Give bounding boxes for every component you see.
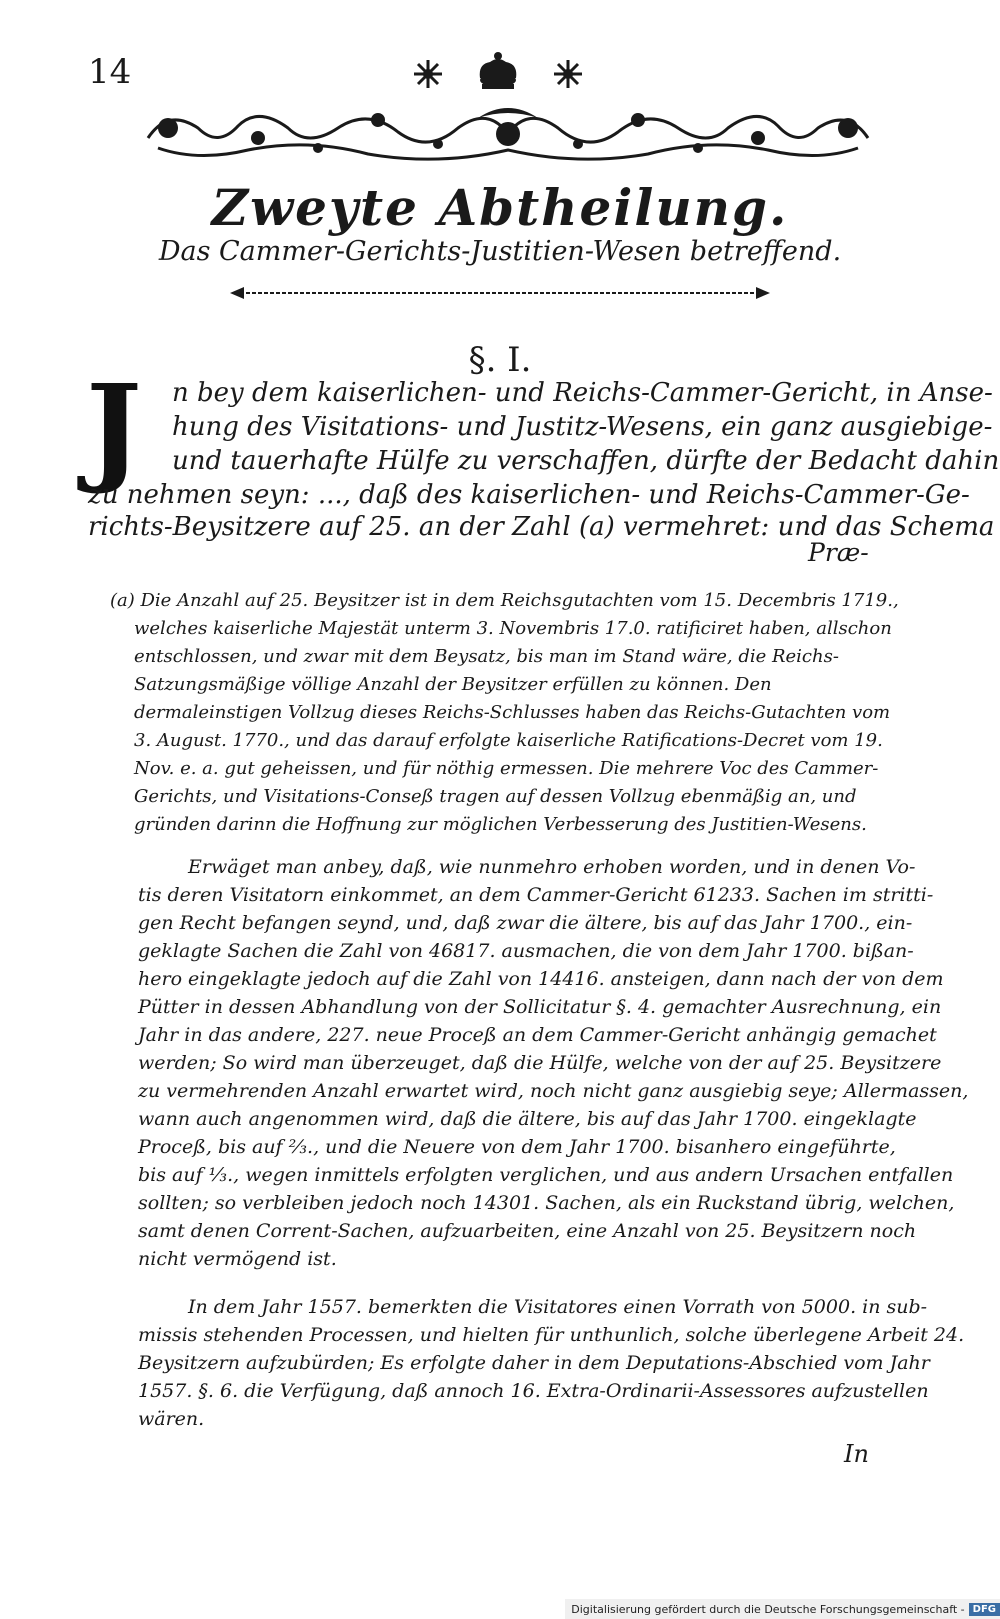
footnote-line: Gerichts, und Visitations-Conseß tragen auf dessen Vollzug ebenmäßig an, und <box>134 786 857 807</box>
heading-subtitle: Das Cammer-Gerichts-Justitien-Wesen betreffend. <box>158 236 842 267</box>
text-line: nicht vermögend ist. <box>138 1248 337 1270</box>
footnote-line: welches kaiserliche Majestät unterm 3. Novembris 17.0. ratificiret haben, allschon <box>134 618 892 639</box>
text-line: samt denen Corrent-Sachen, aufzuarbeiten, eine Anzahl von 25. Beysitzern noch <box>138 1220 917 1242</box>
text-line: werden; So wird man überzeuget, daß die Hülfe, welche von der auf 25. Beysitzere <box>138 1052 942 1074</box>
footnote-line: entschlossen, und zwar mit dem Beysatz, bis man im Stand wäre, die Reichs- <box>134 646 839 667</box>
catchword: In <box>844 1440 869 1468</box>
drop-initial: J <box>86 358 142 497</box>
footer-credit <box>565 1599 1000 1619</box>
decorative-rule <box>230 284 770 302</box>
text-line: richts-Beysitzere auf 25. an der Zahl (a) vermehret: und das Schema <box>88 512 995 542</box>
footnote-line: Satzungsmäßige völlige Anzahl der Beysitzer erfüllen zu können. Den <box>134 674 772 695</box>
text-line: gen Recht befangen seynd, und, daß zwar die ältere, bis auf das Jahr 1700., ein- <box>138 912 913 934</box>
text-line: 1557. §. 6. die Verfügung, daß annoch 16. Extra-Ordinarii-Assessores aufzustellen <box>138 1380 929 1402</box>
footnote-line: gründen darinn die Hoffnung zur möglichen Verbesserung des Justitien-Wesens. <box>134 814 867 835</box>
page-number: 14 <box>88 52 132 92</box>
text-line: In dem Jahr 1557. bemerkten die Visitatores einen Vorrath von 5000. in sub- <box>188 1296 928 1318</box>
footnote-line: dermaleinstigen Vollzug dieses Reichs-Schlusses haben das Reichs-Gutachten vom <box>134 702 891 723</box>
text-line: und tauerhafte Hülfe zu verschaffen, dürfte der Bedacht dahin <box>172 446 1000 476</box>
text-line: hung des Visitations- und Justitz-Wesens, ein ganz ausgiebige- <box>172 412 993 442</box>
text-line: wann auch angenommen wird, daß die ältere, bis auf das Jahr 1700. eingeklagte <box>138 1108 917 1130</box>
text-line: Beysitzern aufzubürden; Es erfolgte daher in dem Deputations-Abschied vom Jahr <box>138 1352 930 1374</box>
text-line: zu nehmen seyn: ..., daß des kaiserlichen- und Reichs-Cammer-Ge- <box>88 480 970 510</box>
heading-title: Zweyte Abtheilung. <box>211 178 789 237</box>
footnote-line: Nov. e. a. gut geheissen, und für nöthig ermessen. Die mehrere Voc des Cammer- <box>134 758 879 779</box>
text-line: bis auf ⅓., wegen inmittels erfolgten verglichen, und aus andern Ursachen entfallen <box>138 1164 954 1186</box>
text-line: wären. <box>138 1408 205 1430</box>
section-heading: §. I. <box>468 340 532 380</box>
text-line: Proceß, bis auf ⅔., und die Neuere von dem Jahr 1700. bisanhero eingeführte, <box>138 1136 896 1158</box>
catchword: Præ- <box>808 538 869 567</box>
text-line: n bey dem kaiserlichen- und Reichs-Cammer-Gericht, in Anse- <box>172 378 993 408</box>
text-line: Jahr in das andere, 227. neue Proceß an dem Cammer-Gericht anhängig gemachet <box>138 1024 937 1046</box>
text-line: sollten; so verbleiben jedoch noch 14301. Sachen, als ein Ruckstand übrig, welchen, <box>138 1192 955 1214</box>
text-line: Pütter in dessen Abhandlung von der Sollicitatur §. 4. gemachter Ausrechnung, ein <box>138 996 942 1018</box>
text-line: zu vermehrenden Anzahl erwartet wird, noch nicht ganz ausgiebig seye; Allermassen, <box>138 1080 969 1102</box>
text-line: hero eingeklagte jedoch auf die Zahl von 14416. ansteigen, dann nach der von dem <box>138 968 944 990</box>
text-line: tis deren Visitatorn einkommet, an dem Cammer-Gericht 61233. Sachen im stritti- <box>138 884 934 906</box>
text-line: geklagte Sachen die Zahl von 46817. ausmachen, die von dem Jahr 1700. bißan- <box>138 940 914 962</box>
footnote-line: (a) Die Anzahl auf 25. Beysitzer ist in dem Reichsgutachten vom 15. Decembris 1719., <box>110 590 899 611</box>
crown-ornament-icon <box>398 50 598 96</box>
decorative-vignette <box>138 98 878 170</box>
dfg-logo: DFG <box>969 1603 1000 1616</box>
text-line: missis stehenden Processen, und hielten für unthunlich, solche überlegene Arbeit 24. <box>138 1324 965 1346</box>
footnote-line: 3. August. 1770., und das darauf erfolgte kaiserliche Ratifications-Decret vom 19. <box>134 730 883 751</box>
text-line: Erwäget man anbey, daß, wie nunmehro erhoben worden, und in denen Vo- <box>188 856 916 878</box>
footer-text: Digitalisierung gefördert durch die Deutsche Forschungsgemeinschaft - <box>571 1602 965 1616</box>
